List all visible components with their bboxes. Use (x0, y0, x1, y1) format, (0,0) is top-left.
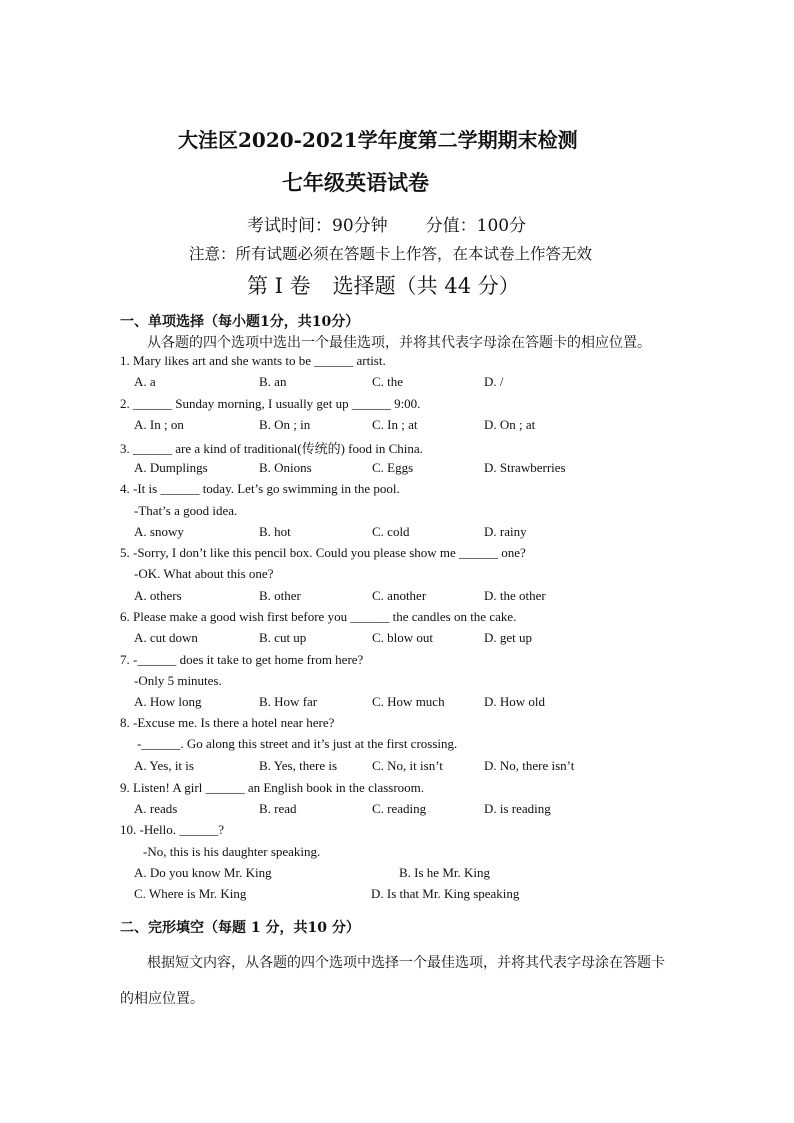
question-3: 3. ______ are a kind of traditional(传统的) food in China. (120, 441, 423, 456)
section1-heading: 一、单项选择（每小题1分，共10分） (120, 314, 360, 330)
q3-option-d: D. Strawberries (484, 460, 566, 475)
section2-heading: 二、完形填空（每题 1 分，共10 分） (120, 920, 360, 936)
question-1: 1. Mary likes art and she wants to be ______ artist. (120, 353, 386, 368)
part-title-right: 选择题（共 44 分） (332, 274, 520, 298)
exam-notice: 注意：所有试题必须在答题卡上作答，在本试卷上作答无效 (189, 245, 593, 263)
part-title (247, 270, 520, 300)
q4-option-c: C. cold (372, 524, 410, 539)
section2-instruction-line1: 根据短文内容，从各题的四个选项中选择一个最佳选项，并将其代表字母涂在答题卡 (147, 955, 665, 971)
question-4: 4. -It is ______ today. Let’s go swimming in the pool. (120, 481, 400, 496)
q10-option-b: B. Is he Mr. King (399, 865, 490, 880)
q5-option-d: D. the other (484, 588, 546, 603)
question-8-reply: -______. Go along this street and it’s just at the first crossing. (137, 736, 458, 751)
q3-option-b: B. Onions (259, 460, 312, 475)
question-4-reply: -That’s a good idea. (134, 503, 238, 518)
section2-instruction-line2: 的相应位置。 (120, 991, 204, 1007)
q9-option-a: A. reads (134, 801, 178, 816)
exam-subtitle: 七年级英语试卷 (282, 170, 429, 195)
q9-option-d: D. is reading (484, 801, 551, 816)
q7-option-d: D. How old (484, 694, 546, 709)
question-7-reply: -Only 5 minutes. (134, 673, 222, 688)
q8-option-c: C. No, it isn’t (372, 758, 443, 773)
question-8: 8. -Excuse me. Is there a hotel near here? (120, 715, 335, 730)
q8-option-a: A. Yes, it is (134, 758, 194, 773)
exam-score: 分值：100分 (425, 216, 527, 236)
q4-option-b: B. hot (259, 524, 291, 539)
q9-option-c: C. reading (372, 801, 427, 816)
question-10-reply: -No, this is his daughter speaking. (143, 844, 321, 859)
question-7: 7. -______ does it take to get home from here? (120, 652, 364, 667)
q10-option-a: A. Do you know Mr. King (134, 865, 272, 880)
exam-time: 考试时间：90分钟 (247, 216, 388, 236)
q9-option-b: B. read (259, 801, 297, 816)
q5-option-a: A. others (134, 588, 182, 603)
q4-option-a: A. snowy (134, 524, 184, 539)
question-5-reply: -OK. What about this one? (134, 566, 274, 581)
exam-info (247, 211, 526, 236)
q10-option-c: C. Where is Mr. King (134, 886, 247, 901)
q2-option-b: B. On ; in (259, 417, 311, 432)
q2-option-c: C. In ; at (372, 417, 418, 432)
q7-option-b: B. How far (259, 694, 318, 709)
q2-option-a: A. In ; on (134, 417, 184, 432)
q7-option-c: C. How much (372, 694, 445, 709)
question-2: 2. ______ Sunday morning, I usually get up ______ 9:00. (120, 396, 421, 411)
q4-option-d: D. rainy (484, 524, 527, 539)
q6-option-a: A. cut down (134, 630, 198, 645)
q6-option-c: C. blow out (372, 630, 434, 645)
q6-option-d: D. get up (484, 630, 533, 645)
question-6: 6. Please make a good wish first before you ______ the candles on the cake. (120, 609, 517, 624)
question-5: 5. -Sorry, I don’t like this pencil box. Could you please show me ______ one? (120, 545, 526, 560)
q5-option-b: B. other (259, 588, 301, 603)
q5-option-c: C. another (372, 588, 427, 603)
q3-option-c: C. Eggs (372, 460, 414, 475)
question-10: 10. -Hello. ______? (120, 822, 224, 837)
q1-option-a: A. a (134, 374, 156, 389)
q7-option-a: A. How long (134, 694, 202, 709)
part-title-left: 第 I 卷 (247, 274, 311, 298)
q1-option-c: C. the (372, 374, 404, 389)
question-9: 9. Listen! A girl ______ an English book in the classroom. (120, 780, 425, 795)
q8-option-d: D. No, there isn’t (484, 758, 575, 773)
exam-title: 大洼区2020-2021学年度第二学期期末检测 (178, 128, 578, 152)
q1-option-b: B. an (259, 374, 287, 389)
q3-option-a: A. Dumplings (134, 460, 208, 475)
q8-option-b: B. Yes, there is (259, 758, 338, 773)
q2-option-d: D. On ; at (484, 417, 536, 432)
q10-option-d: D. Is that Mr. King speaking (371, 886, 520, 901)
q6-option-b: B. cut up (259, 630, 307, 645)
q1-option-d: D. / (484, 374, 504, 389)
section1-instruction: 从各题的四个选项中选出一个最佳选项，并将其代表字母涂在答题卡的相应位置。 (147, 335, 651, 351)
